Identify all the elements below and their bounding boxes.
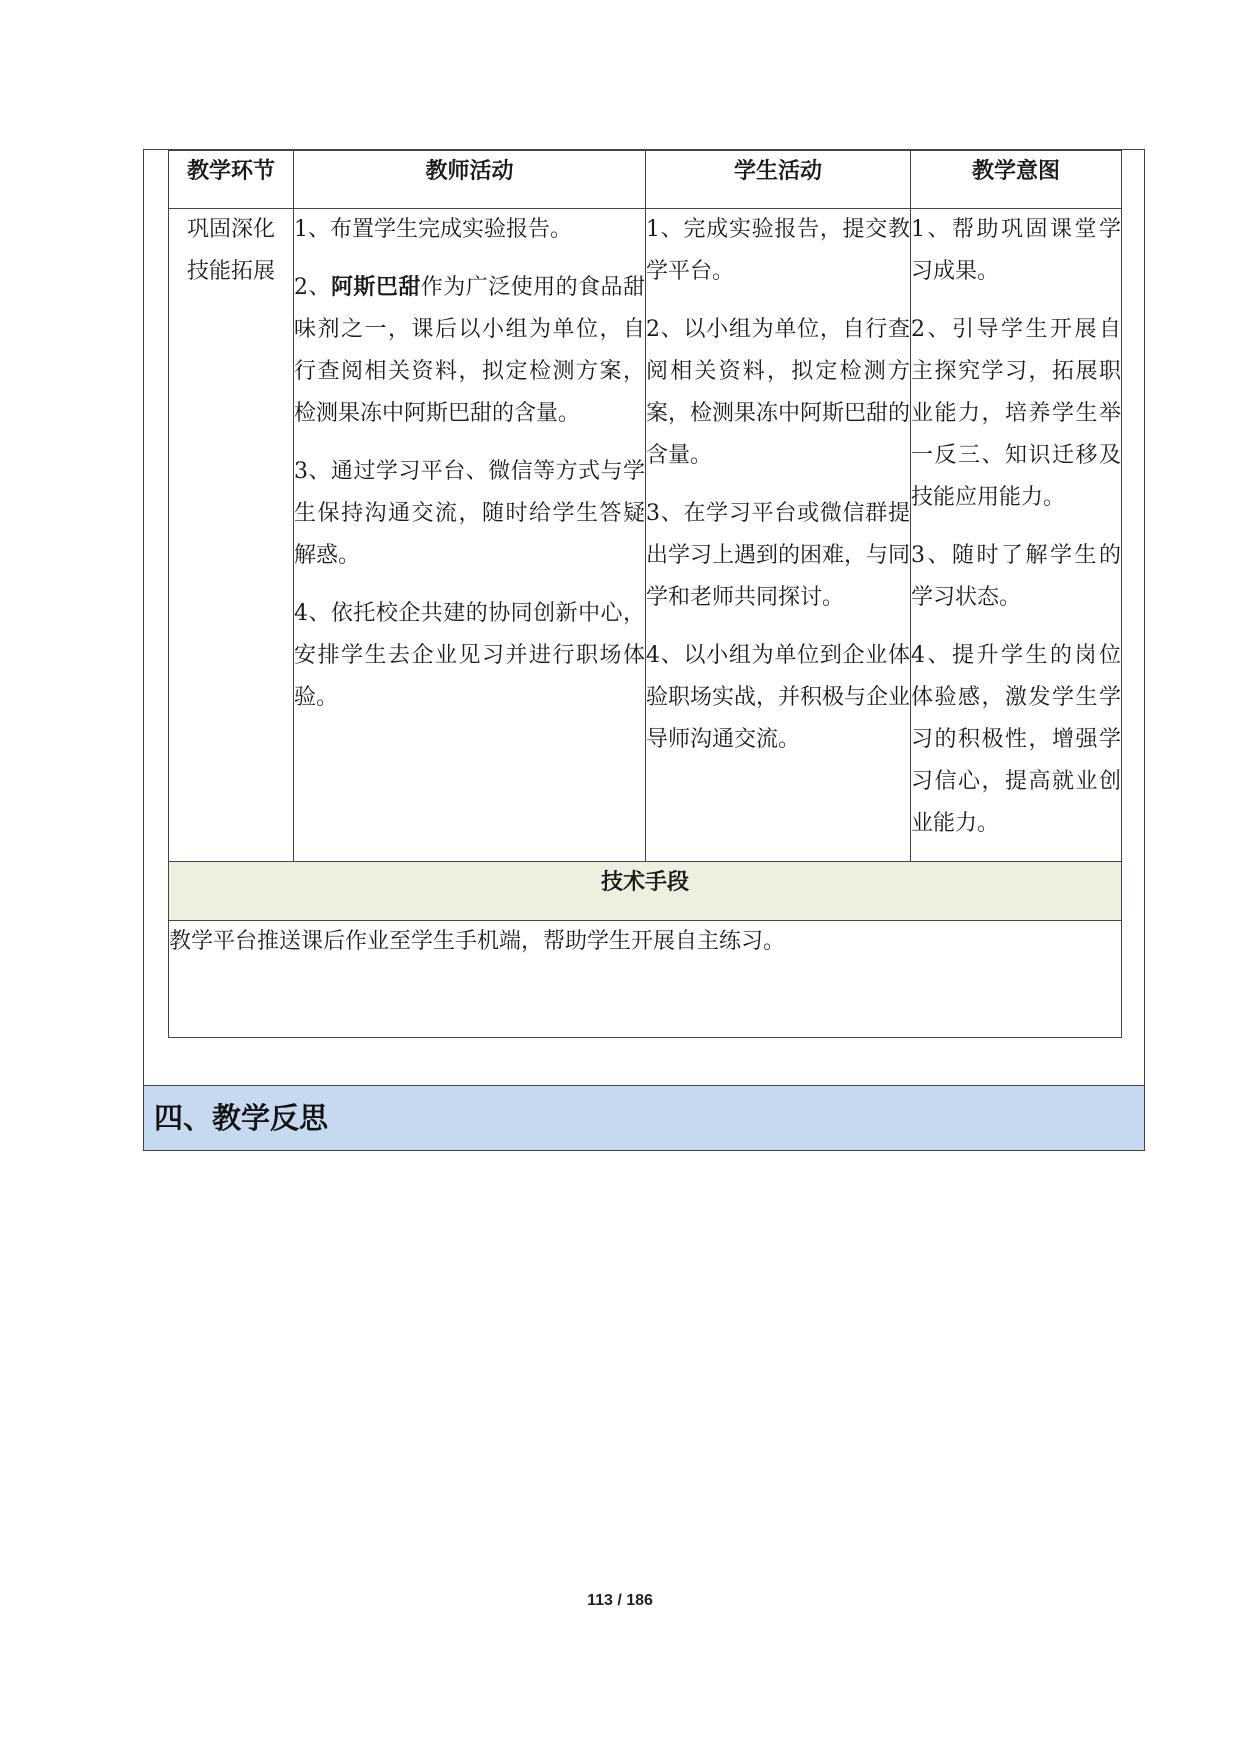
intent-cell: [911, 209, 1122, 862]
student-item-2: 2、以小组为单位，自行查阅相关资料，拟定检测方案，检测果冻中阿斯巴甜的含量。: [646, 317, 911, 468]
student-activity-cell: [646, 209, 911, 862]
stage-cell: [169, 209, 294, 862]
tech-body: 教学平台推送课后作业至学生手机端，帮助学生开展自主练习。: [169, 921, 1122, 1038]
student-item-3: 3、在学习平台或微信群提出学习上遇到的困难，与同学和老师共同探讨。: [646, 501, 911, 610]
teacher-activity-cell: [294, 209, 646, 862]
tech-header-row: [169, 862, 1122, 921]
header-teacher: 教师活动: [294, 151, 646, 209]
intent-item-3: 3、随时了解学生的学习状态。: [911, 543, 1121, 610]
tech-body-row: [169, 921, 1122, 1038]
table-row: [169, 209, 1122, 862]
teacher-item-3: 3、通过学习平台、微信等方式与学生保持沟通交流，随时给学生答疑解惑。: [294, 459, 645, 568]
table-header-row: [169, 151, 1122, 209]
tech-title: 技术手段: [169, 862, 1122, 921]
lesson-plan-table: [168, 150, 1122, 1038]
section-heading: 四、教学反思: [143, 1085, 1145, 1151]
header-intent: 教学意图: [911, 151, 1122, 209]
teacher-item-4: 4、依托校企共建的协同创新中心，安排学生去企业见习并进行职场体验。: [294, 601, 645, 710]
student-item-4: 4、以小组为单位到企业体验职场实战，并积极与企业导师沟通交流。: [646, 643, 911, 752]
highlight-term: 阿斯巴甜: [330, 275, 421, 300]
stage-line-2: 技能拓展: [186, 259, 275, 284]
header-stage: 教学环节: [169, 151, 294, 209]
student-item-1: 1、完成实验报告，提交教学平台。: [646, 217, 910, 284]
teacher-item-2: 2、阿斯巴甜作为广泛使用的食品甜味剂之一，课后以小组为单位，自行查阅相关资料，拟定检测方案，检测果冻中阿斯巴甜的含量。: [294, 275, 645, 426]
stage-line-1: 巩固深化: [186, 217, 275, 242]
intent-item-2: 2、引导学生开展自主探究学习，拓展职业能力，培养学生举一反三、知识迁移及技能应用能力。: [911, 317, 1121, 510]
intent-item-4: 4、提升学生的岗位体验感，激发学生学习的积极性，增强学习信心，提高就业创业能力。: [911, 643, 1121, 836]
page-number: 113 / 186: [587, 1592, 653, 1609]
intent-item-1: 1、帮助巩固课堂学习成果。: [911, 217, 1121, 284]
teacher-item-1: 1、布置学生完成实验报告。: [294, 217, 572, 242]
header-student: 学生活动: [646, 151, 911, 209]
